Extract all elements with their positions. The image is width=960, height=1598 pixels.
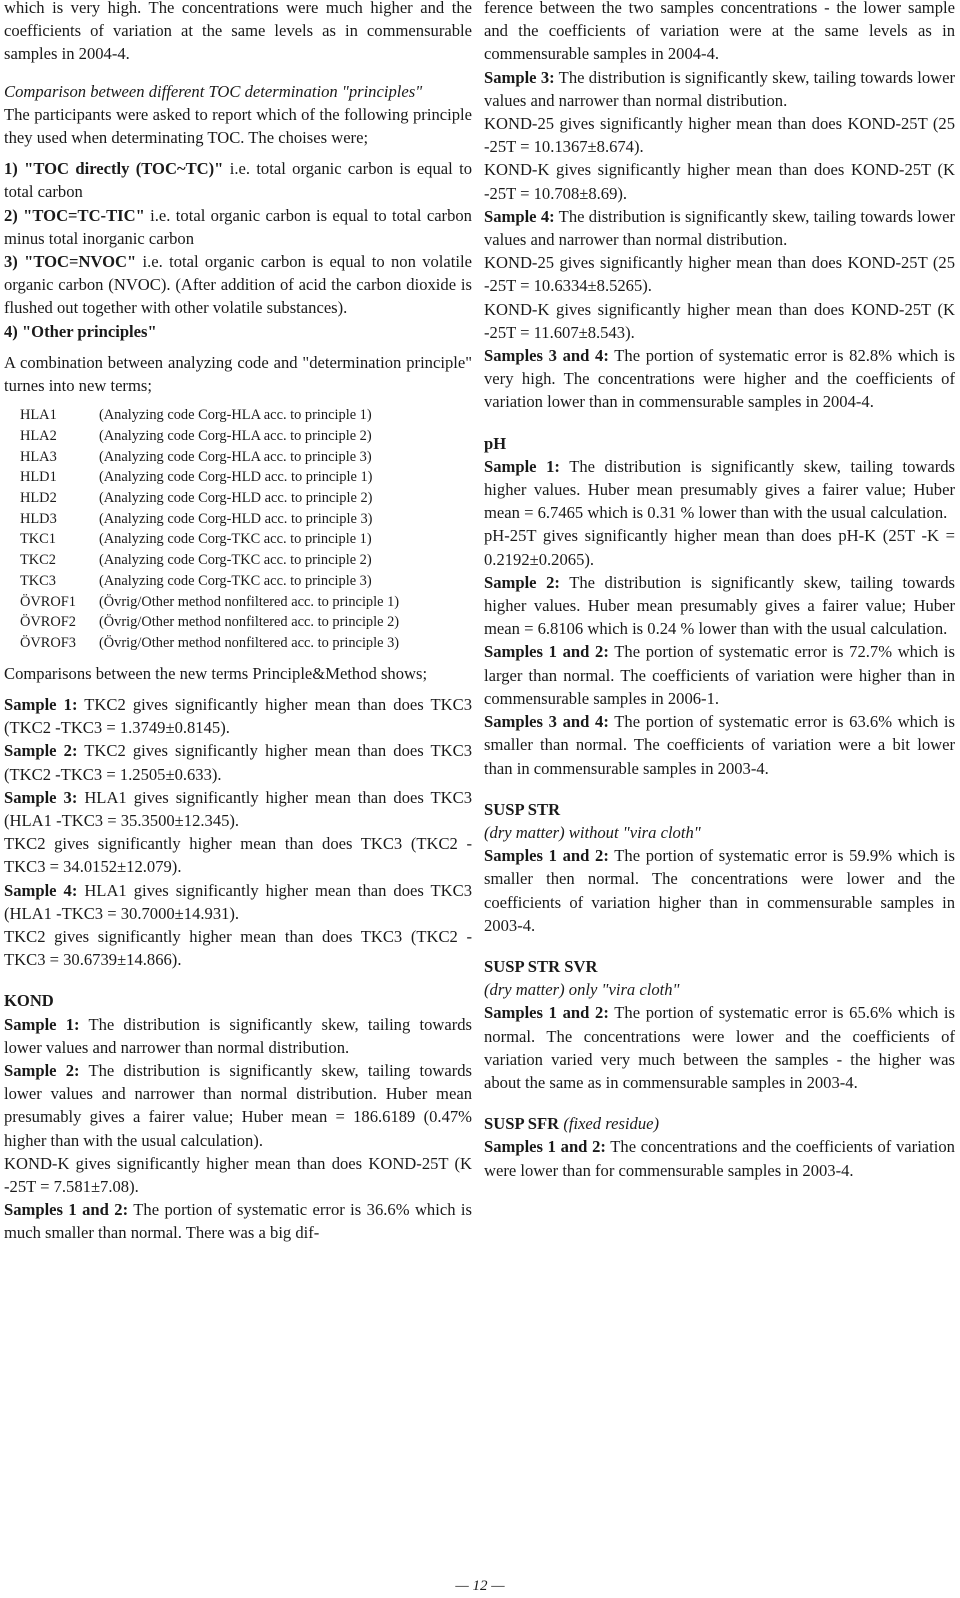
term-row [20,447,472,468]
section-heading-susp-str: SUSP STR [484,799,561,819]
term-row [20,592,472,613]
term-code: ÖVROF3 [20,634,76,651]
term-desc: (Övrig/Other method nonfiltered acc. to principle 2) [99,614,400,631]
term-desc: (Analyzing code Corg-HLD acc. to principle 3) [99,510,373,527]
term-desc: (Analyzing code Corg-HLA acc. to principle 1) [99,407,372,424]
term-row [20,550,472,571]
principle-label: 2) "TOC=TC-TIC" [4,205,145,225]
term-desc: (Analyzing code Corg-TKC acc. to principle 2) [99,552,372,569]
section-heading-ph: pH [484,433,507,453]
sample-text: The portion of systematic error is 72.7% which is larger than normal. The coefficients of variation were higher than in commensurable samples in 2006-1. [484,642,955,708]
principle-label: 4) "Other principles" [4,321,157,341]
section-heading-susp-sfr [484,1112,955,1135]
sample-label: Samples 1 and 2: [4,1200,129,1220]
sample-label: Sample 1: [4,1014,80,1034]
term-code: TKC3 [20,572,56,589]
term-row [20,405,472,426]
term-row [20,612,472,633]
principle-text: i.e. total organic carbon is equal to non volatile organic carbon (NVOC). (After addition of acid the carbon dioxide is flushed out together with other volatile substances). [4,252,472,318]
sample-text: The portion of systematic error is 65.6% which is normal. The concentrations were lower and the coefficients of variation varied very much between the samples - the higher was about the same as in commensurable samples in 2003-4. [484,1003,955,1092]
sample-label: Sample 4: [484,206,555,226]
sample-paragraph [484,640,955,710]
heading-subtext: (fixed residue) [559,1114,660,1134]
sample-paragraph [4,693,472,739]
paragraph: KOND-25 gives significantly higher mean than does KOND-25T (25 -25T = 10.1367±8.674). [484,114,955,157]
sample-text: TKC2 gives significantly higher mean than does TKC3 (TKC2 -TKC3 = 1.2505±0.633). [4,741,472,784]
sample-label: Samples 3 and 4: [484,712,609,732]
section-heading-kond: KOND [4,991,54,1011]
sample-paragraph [4,1198,472,1244]
term-code: TKC1 [20,531,56,548]
sample-label: Samples 1 and 2: [484,846,609,866]
sample-label: Sample 2: [4,741,78,761]
sample-text: HLA1 gives significantly higher mean than does TKC3 (HLA1 -TKC3 = 35.3500±12.345). [4,787,472,830]
sample-paragraph [4,879,472,925]
sample-text: The distribution is significantly skew, tailing towards lower values and narrower than normal distribution. [4,1014,472,1057]
term-row [20,509,472,530]
sample-text: The distribution is significantly skew, tailing towards lower values and narrower than normal distribution. [484,206,955,250]
term-desc: (Analyzing code Corg-HLD acc. to principle 2) [99,490,373,507]
sample-label: Sample 2: [4,1060,80,1080]
term-desc: (Analyzing code Corg-HLD acc. to principle 1) [99,469,373,486]
paragraph: which is very high. The concentrations were much higher and the coefficients of variation at the same levels as in commensurable samples in 2004-4. [4,0,472,64]
paragraph: A combination between analyzing code and "determination principle" turnes into new terms; [4,352,472,396]
term-code: ÖVROF2 [20,614,76,631]
left-column [4,0,472,1245]
sample-label: Sample 1: [4,694,78,714]
sample-paragraph [484,571,955,641]
sample-text: TKC2 gives significantly higher mean than does TKC3 (TKC2 -TKC3 = 1.3749±0.8145). [4,694,472,738]
paragraph: pH-25T gives significantly higher mean than does pH-K (25T -K = 0.2192±0.2065). [484,526,955,569]
sample-paragraph [484,66,955,112]
sample-text: The distribution is significantly skew, tailing towards lower values and narrower than normal distribution. Huber mean presumably gives a fairer value; Huber mean = 186.6189 (0.47% higher than with the usual calculation). [4,1060,472,1150]
term-row [20,467,472,488]
right-column [484,0,955,1182]
term-code: HLD1 [20,469,57,486]
term-desc: (Övrig/Other method nonfiltered acc. to principle 3) [99,634,400,651]
principle-label: 1) "TOC directly (TOC~TC)" [4,159,224,179]
term-code: HLD2 [20,490,57,507]
sample-label: Sample 2: [484,572,560,592]
paragraph: The participants were asked to report which of the following principle they used when determinating TOC. The choises were; [4,104,472,148]
sample-label: Samples 1 and 2: [484,1003,609,1023]
sample-text: HLA1 gives significantly higher mean than does TKC3 (HLA1 -TKC3 = 30.7000±14.931). [4,880,472,923]
sample-paragraph [484,1001,955,1094]
heading-text: SUSP SFR [484,1114,560,1134]
term-code: HLD3 [20,510,57,527]
sample-label: Samples 1 and 2: [484,642,609,662]
term-row [20,488,472,509]
paragraph: TKC2 gives significantly higher mean than does TKC3 (TKC2 -TKC3 = 30.6739±14.866). [4,926,472,970]
paragraph: KOND-K gives significantly higher mean than does KOND-25T (K -25T = 11.607±8.543). [484,299,955,342]
paragraph: TKC2 gives significantly higher mean than does TKC3 (TKC2 -TKC3 = 34.0152±12.079). [4,834,472,877]
term-row [20,426,472,447]
term-desc: (Övrig/Other method nonfiltered acc. to principle 1) [99,593,400,610]
sample-label: Sample 1: [484,456,560,476]
sample-paragraph [4,739,472,785]
term-code: HLA3 [20,448,57,465]
sample-paragraph [4,1059,472,1152]
terms-list [20,405,472,653]
paragraph: KOND-K gives significantly higher mean than does KOND-25T (K -25T = 10.708±8.69). [484,160,955,203]
section-subheading: (dry matter) only "vira cloth" [484,980,680,1000]
sample-paragraph [484,844,955,937]
sample-text: The distribution is significantly skew, tailing towards higher values. Huber mean presumably gives a fairer value; Huber mean = 6.7465 which is 0.31 % lower than with the usual calculation. [484,456,955,523]
term-code: TKC2 [20,552,56,569]
term-row [20,633,472,654]
sample-text: The distribution is significantly skew, tailing towards lower values and narrower than normal distribution. [484,67,955,110]
paragraph: KOND-K gives significantly higher mean than does KOND-25T (K -25T = 7.581±7.08). [4,1153,472,1196]
term-desc: (Analyzing code Corg-HLA acc. to principle 2) [99,427,372,444]
principle-text: i.e. total organic carbon is equal to total carbon minus total inorganic carbon [4,205,472,248]
principle-item [4,250,472,320]
section-heading-toc-principles: Comparison between different TOC determination "principles" [4,81,423,101]
page-number: — 12 — [455,1578,505,1594]
term-desc: (Analyzing code Corg-TKC acc. to principle 3) [99,572,372,589]
sample-paragraph [484,455,955,525]
sample-text: The distribution is significantly skew, tailing towards higher values. Huber mean presumably gives a fairer value; Huber mean = 6.8106 which is 0.24 % lower than with the usual calculation. [484,572,955,639]
sample-text: The portion of systematic error is 82.8% which is very high. The concentrations were higher and the coefficients of variation lower than in commensurable samples in 2004-4. [484,346,955,412]
sample-paragraph [484,710,955,780]
sample-paragraph [484,1135,955,1181]
principle-item [4,204,472,250]
term-row [20,529,472,550]
sample-label: Sample 3: [4,787,78,807]
term-code: HLA2 [20,427,57,444]
sample-text: The portion of systematic error is 36.6% which is much smaller than normal. There was a big dif- [4,1200,472,1243]
principle-label: 3) "TOC=NVOC" [4,252,137,272]
section-subheading: (dry matter) without "vira cloth" [484,822,701,842]
principle-text: i.e. total organic carbon is equal to total carbon [4,159,472,202]
paragraph: Comparisons between the new terms Principle&Method shows; [4,663,428,683]
paragraph: ference between the two samples concentrations - the lower sample and the coefficients of variation were at the same levels as in commensurable samples in 2004-4. [484,0,955,64]
section-heading-susp-str-svr: SUSP STR SVR [484,956,598,976]
sample-text: The portion of systematic error is 59.9% which is smaller then normal. The concentrations were lower and the coefficients of variation higher than in commensurable samples in 2003-4. [484,846,955,935]
sample-label: Sample 3: [484,67,555,87]
term-desc: (Analyzing code Corg-TKC acc. to principle 1) [99,531,372,548]
sample-text: The portion of systematic error is 63.6% which is smaller than normal. The coefficients of variation were a bit lower than in commensurable samples in 2003-4. [484,712,955,778]
paragraph: KOND-25 gives significantly higher mean than does KOND-25T (25 -25T = 10.6334±8.5265). [484,253,955,296]
sample-paragraph [4,786,472,832]
sample-text: The concentrations and the coefficients of variation were lower than for commensurable samples in 2003-4. [484,1137,955,1180]
sample-label: Samples 3 and 4: [484,346,609,366]
sample-label: Sample 4: [4,880,78,900]
sample-paragraph [484,344,955,414]
sample-label: Samples 1 and 2: [484,1137,606,1157]
principle-item [4,320,472,343]
term-desc: (Analyzing code Corg-HLA acc. to principle 3) [99,448,372,465]
term-row [20,571,472,592]
sample-paragraph [484,205,955,251]
term-code: ÖVROF1 [20,593,76,610]
sample-paragraph [4,1013,472,1059]
term-code: HLA1 [20,407,57,424]
principle-item [4,157,472,203]
